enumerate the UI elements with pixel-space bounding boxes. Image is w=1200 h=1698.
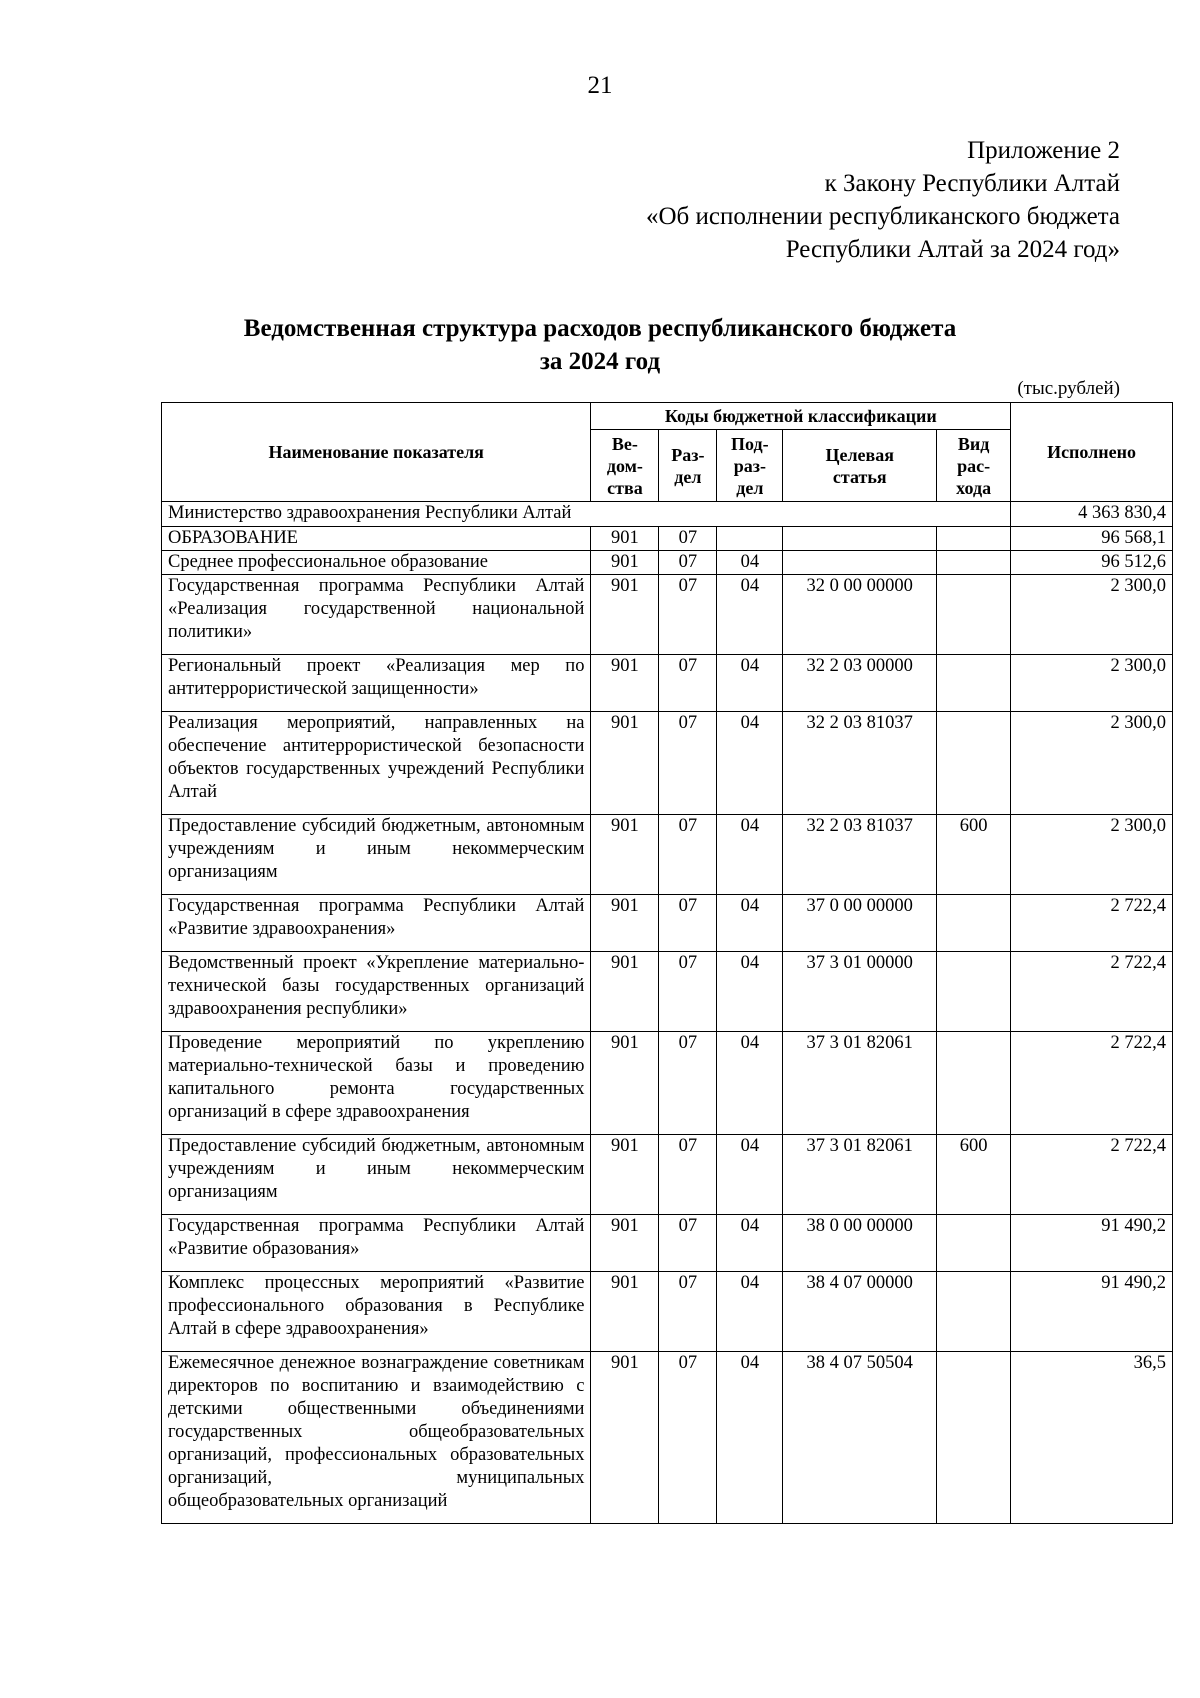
row-name: Среднее профессиональное образование <box>162 551 591 575</box>
appendix-line-2: к Закону Республики Алтай <box>824 170 1120 197</box>
row-target: 32 0 00 00000 <box>783 575 937 655</box>
row-expense-type <box>937 551 1011 575</box>
row-section: 07 <box>659 527 717 551</box>
row-section: 07 <box>659 1032 717 1135</box>
row-amount: 2 300,0 <box>1011 575 1173 655</box>
row-dept: 901 <box>591 1215 659 1272</box>
row-target: 37 0 00 00000 <box>783 895 937 952</box>
row-name: Предоставление субсидий бюджетным, автономным учреждениям и иным некоммерческим организациям <box>162 1135 591 1215</box>
table-row <box>162 655 1173 712</box>
row-expense-type <box>937 655 1011 712</box>
row-subsection: 04 <box>717 815 783 895</box>
row-subsection: 04 <box>717 1032 783 1135</box>
row-target: 37 3 01 82061 <box>783 1135 937 1215</box>
title-line-2: за 2024 год <box>539 348 661 375</box>
row-target: 37 3 01 82061 <box>783 1032 937 1135</box>
row-amount: 2 722,4 <box>1011 1032 1173 1135</box>
row-dept: 901 <box>591 1135 659 1215</box>
row-subsection: 04 <box>717 575 783 655</box>
row-name: Комплекс процессных мероприятий «Развитие профессионального образования в Республике Алтай в сфере здравоохранения» <box>162 1272 591 1352</box>
table-row <box>162 815 1173 895</box>
row-target: 38 0 00 00000 <box>783 1215 937 1272</box>
table-row <box>162 575 1173 655</box>
ministry-amount: 4 363 830,4 <box>1011 502 1173 527</box>
row-target <box>783 551 937 575</box>
row-subsection: 04 <box>717 1135 783 1215</box>
row-name: Ведомственный проект «Укрепление материально-технической базы государственных организаций здравоохранения республики» <box>162 952 591 1032</box>
table-row <box>162 1352 1173 1524</box>
row-expense-type <box>937 1272 1011 1352</box>
header-name: Наименование показателя <box>162 403 591 502</box>
row-dept: 901 <box>591 1272 659 1352</box>
row-dept: 901 <box>591 815 659 895</box>
row-subsection: 04 <box>717 895 783 952</box>
row-target: 38 4 07 00000 <box>783 1272 937 1352</box>
header-target: Целевая статья <box>783 430 937 502</box>
budget-table <box>161 402 1173 1524</box>
row-dept: 901 <box>591 551 659 575</box>
row-amount: 2 300,0 <box>1011 712 1173 815</box>
page-number: 21 <box>587 72 613 99</box>
row-section: 07 <box>659 895 717 952</box>
appendix-line-4: Республики Алтай за 2024 год» <box>785 236 1120 263</box>
appendix-line-1: Приложение 2 <box>967 137 1120 164</box>
row-amount: 2 300,0 <box>1011 815 1173 895</box>
row-section: 07 <box>659 1215 717 1272</box>
row-expense-type <box>937 895 1011 952</box>
row-amount: 2 722,4 <box>1011 952 1173 1032</box>
row-amount: 2 722,4 <box>1011 895 1173 952</box>
row-target: 32 2 03 81037 <box>783 815 937 895</box>
row-amount: 36,5 <box>1011 1352 1173 1524</box>
row-expense-type <box>937 1032 1011 1135</box>
document-title <box>0 312 1200 378</box>
header-subsection: Под- раз- дел <box>717 430 783 502</box>
row-amount: 91 490,2 <box>1011 1272 1173 1352</box>
row-dept: 901 <box>591 527 659 551</box>
appendix-line-3: «Об исполнении республиканского бюджета <box>645 203 1120 230</box>
row-section: 07 <box>659 1135 717 1215</box>
row-dept: 901 <box>591 712 659 815</box>
row-name: Предоставление субсидий бюджетным, автономным учреждениям и иным некоммерческим организациям <box>162 815 591 895</box>
row-amount: 2 300,0 <box>1011 655 1173 712</box>
table-header <box>162 403 1173 502</box>
row-dept: 901 <box>591 1352 659 1524</box>
row-subsection: 04 <box>717 712 783 815</box>
row-subsection: 04 <box>717 952 783 1032</box>
appendix-reference <box>646 134 1120 266</box>
row-subsection: 04 <box>717 1352 783 1524</box>
row-name: Проведение мероприятий по укреплению материально-технической базы и проведению капитального ремонта государственных организаций в сфере здравоохранения <box>162 1032 591 1135</box>
title-line-1: Ведомственная структура расходов республиканского бюджета <box>243 315 957 342</box>
row-target: 37 3 01 00000 <box>783 952 937 1032</box>
row-expense-type: 600 <box>937 1135 1011 1215</box>
row-dept: 901 <box>591 1032 659 1135</box>
table-row <box>162 895 1173 952</box>
row-dept: 901 <box>591 655 659 712</box>
header-executed: Исполнено <box>1011 403 1173 502</box>
row-dept: 901 <box>591 895 659 952</box>
header-expense-type: Вид рас- хода <box>937 430 1011 502</box>
row-name: Государственная программа Республики Алтай «Развитие образования» <box>162 1215 591 1272</box>
row-section: 07 <box>659 1272 717 1352</box>
row-subsection: 04 <box>717 655 783 712</box>
header-section: Раз- дел <box>659 430 717 502</box>
table-row <box>162 1032 1173 1135</box>
table-row <box>162 1135 1173 1215</box>
row-target <box>783 527 937 551</box>
row-section: 07 <box>659 712 717 815</box>
header-codes-group: Коды бюджетной классификации <box>591 403 1011 430</box>
row-subsection <box>717 527 783 551</box>
row-expense-type <box>937 712 1011 815</box>
row-section: 07 <box>659 815 717 895</box>
row-section: 07 <box>659 575 717 655</box>
row-expense-type <box>937 952 1011 1032</box>
row-section: 07 <box>659 551 717 575</box>
row-expense-type <box>937 1352 1011 1524</box>
ministry-row <box>162 502 1173 527</box>
row-name: Ежемесячное денежное вознаграждение советникам директоров по воспитанию и взаимодействию с детскими общественными объединениями государственных общеобразовательных организаций, профессиональных образовательных организаций, муниципальных общеобразовательных организаций <box>162 1352 591 1524</box>
row-amount: 91 490,2 <box>1011 1215 1173 1272</box>
row-target: 32 2 03 00000 <box>783 655 937 712</box>
table-row <box>162 1215 1173 1272</box>
row-amount: 96 512,6 <box>1011 551 1173 575</box>
row-amount: 2 722,4 <box>1011 1135 1173 1215</box>
row-name: ОБРАЗОВАНИЕ <box>162 527 591 551</box>
header-dept: Ве- дом- ства <box>591 430 659 502</box>
table-row <box>162 1272 1173 1352</box>
row-section: 07 <box>659 1352 717 1524</box>
row-expense-type: 600 <box>937 815 1011 895</box>
row-section: 07 <box>659 655 717 712</box>
row-name: Реализация мероприятий, направленных на обеспечение антитеррористической безопасности объектов государственных учреждений Республики Алтай <box>162 712 591 815</box>
row-section: 07 <box>659 952 717 1032</box>
row-subsection: 04 <box>717 1215 783 1272</box>
units-label: (тыс.рублей) <box>1017 378 1120 399</box>
table-body <box>162 502 1173 1524</box>
ministry-name: Министерство здравоохранения Республики Алтай <box>162 502 1011 527</box>
row-dept: 901 <box>591 575 659 655</box>
row-dept: 901 <box>591 952 659 1032</box>
row-name: Региональный проект «Реализация мер по антитеррористической защищенности» <box>162 655 591 712</box>
table-row <box>162 551 1173 575</box>
row-target: 32 2 03 81037 <box>783 712 937 815</box>
row-name: Государственная программа Республики Алтай «Развитие здравоохранения» <box>162 895 591 952</box>
row-subsection: 04 <box>717 1272 783 1352</box>
row-subsection: 04 <box>717 551 783 575</box>
row-expense-type <box>937 527 1011 551</box>
table-row <box>162 712 1173 815</box>
table-row <box>162 952 1173 1032</box>
row-name: Государственная программа Республики Алтай «Реализация государственной национальной политики» <box>162 575 591 655</box>
row-expense-type <box>937 575 1011 655</box>
table-row <box>162 527 1173 551</box>
row-target: 38 4 07 50504 <box>783 1352 937 1524</box>
row-amount: 96 568,1 <box>1011 527 1173 551</box>
row-expense-type <box>937 1215 1011 1272</box>
